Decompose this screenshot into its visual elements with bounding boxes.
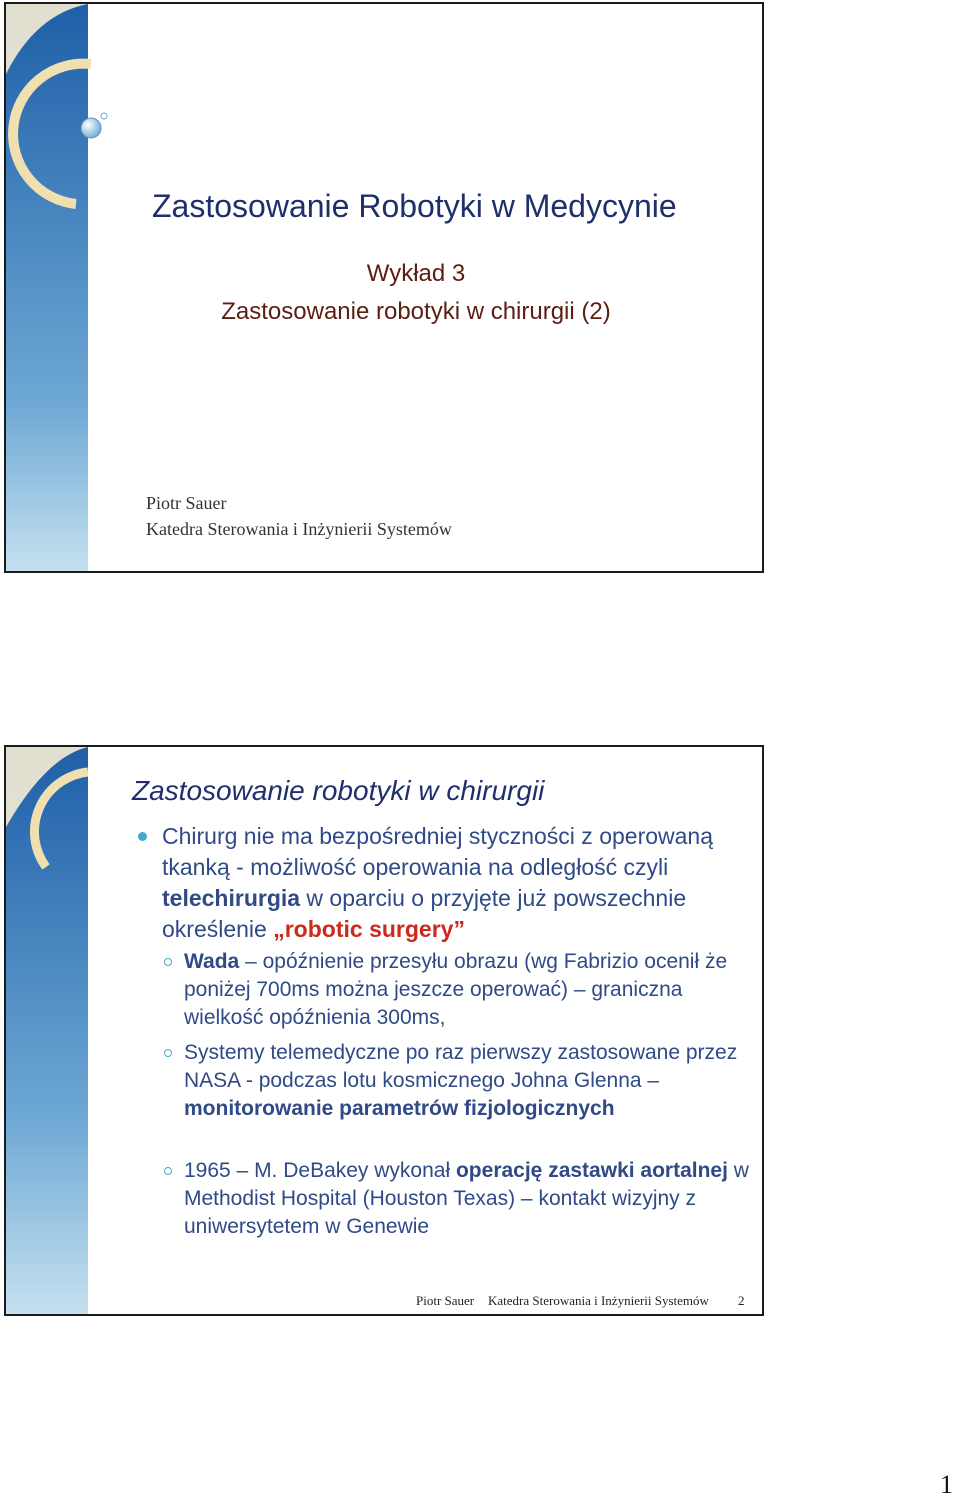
slide-title: Zastosowanie robotyki w chirurgii <box>132 775 545 806</box>
slide-decoration <box>6 4 156 573</box>
sub-bullet-icon <box>164 1049 172 1057</box>
slide-number: 2 <box>738 1293 745 1308</box>
term-robotic-surgery: „robotic surgery” <box>273 916 465 942</box>
footer-author: Piotr Sauer <box>416 1293 475 1308</box>
lecture-subtitle: Zastosowanie robotyki w chirurgii (2) <box>221 298 611 325</box>
author-name: Piotr Sauer <box>146 493 227 513</box>
content-slide <box>4 745 764 1316</box>
slide-decoration <box>6 747 106 1316</box>
sub-bullet-nasa: Systemy telemedyczne po raz pierwszy zastosowane przez NASA - podczas lotu kosmicznego Johna Glenna – monitorowanie parametrów fizjologicznych <box>184 1041 738 1120</box>
footer-department: Katedra Sterowania i Inżynierii Systemów <box>488 1293 709 1308</box>
term-telechirurgia: telechirurgia <box>162 885 301 911</box>
main-bullet: Chirurg nie ma bezpośredniej styczności z operowaną tkanką - możliwość operowania na odległość czyli telechirurgia w oparciu o przyjęte już powszechnie określenie „robotic surgery” <box>162 823 714 942</box>
sub-bullet-icon <box>164 958 172 966</box>
sub-bullet-icon <box>164 1167 172 1175</box>
lecture-number: Wykład 3 <box>366 260 466 287</box>
bullet-icon <box>138 832 147 841</box>
page-number: 1 <box>940 1470 953 1499</box>
title-slide <box>4 2 764 573</box>
sub-bullet-delay: Wada – opóźnienie przesyłu obrazu (wg Fabrizio ocenił że poniżej 700ms można jeszcze operować) – graniczna wielkość opóźnienia 300ms, <box>184 950 728 1029</box>
orb-icon <box>81 118 101 138</box>
presentation-title: Zastosowanie Robotyki w Medycynie <box>152 188 677 224</box>
author-department: Katedra Sterowania i Inżynierii Systemów <box>146 519 452 539</box>
sub-bullet-debakey: 1965 – M. DeBakey wykonał operację zastawki aortalnej w Methodist Hospital (Houston Texas) – kontakt wizyjny z uniwersytetem w Genewie <box>184 1159 749 1238</box>
